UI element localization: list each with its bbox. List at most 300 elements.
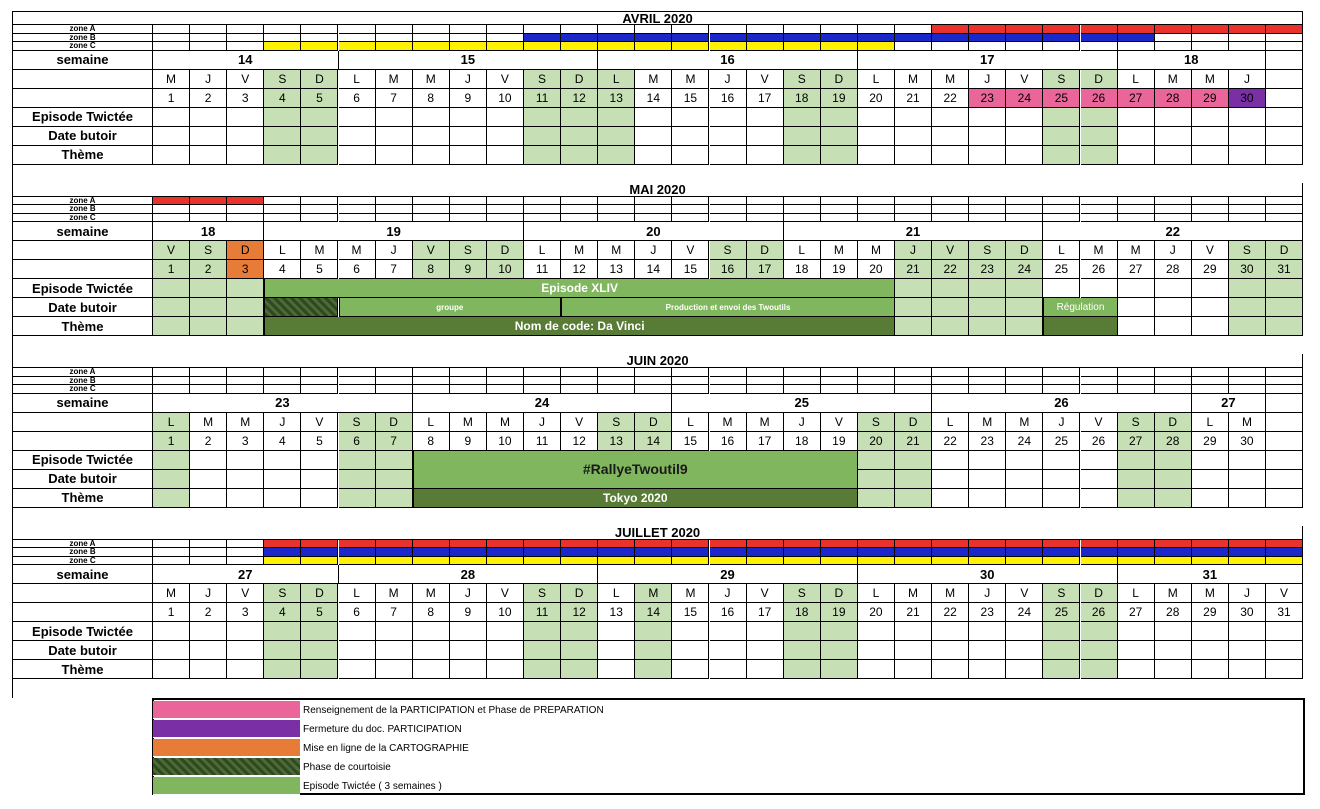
theme-cell[interactable] [376, 660, 413, 679]
episode-cell[interactable] [413, 622, 450, 641]
day-number-cell[interactable] [1266, 89, 1303, 108]
day-number-cell[interactable]: 19 [821, 260, 858, 279]
day-number-cell[interactable]: 13 [598, 260, 635, 279]
theme-cell[interactable] [1229, 317, 1266, 336]
day-number-cell[interactable]: 6 [339, 260, 376, 279]
day-number-cell[interactable]: 4 [264, 89, 301, 108]
theme-cell[interactable] [227, 660, 264, 679]
episode-cell[interactable] [1229, 108, 1266, 127]
episode-cell[interactable] [635, 108, 672, 127]
theme-cell[interactable] [264, 146, 301, 165]
theme-cell[interactable] [1192, 146, 1229, 165]
date-butoir-cell[interactable] [190, 641, 227, 660]
day-number-cell[interactable]: 24 [1006, 603, 1043, 622]
day-number-cell[interactable]: 27 [1118, 260, 1155, 279]
day-number-cell[interactable]: 9 [450, 603, 487, 622]
day-number-cell[interactable]: 7 [376, 432, 413, 451]
date-butoir-cell[interactable] [747, 641, 784, 660]
theme-cell[interactable] [969, 317, 1006, 336]
episode-cell[interactable] [524, 622, 561, 641]
day-number-cell[interactable]: 11 [524, 603, 561, 622]
day-number-cell[interactable]: 25 [1043, 432, 1080, 451]
episode-cell[interactable] [1118, 279, 1155, 298]
theme-cell[interactable] [487, 660, 524, 679]
theme-cell[interactable] [710, 146, 747, 165]
theme-cell[interactable] [895, 146, 932, 165]
date-butoir-cell[interactable] [1192, 298, 1229, 317]
day-number-cell[interactable]: 3 [227, 603, 264, 622]
date-butoir-cell[interactable] [524, 127, 561, 146]
date-butoir-cell[interactable] [1155, 470, 1192, 489]
date-butoir-cell[interactable] [969, 470, 1006, 489]
episode-cell[interactable] [561, 108, 598, 127]
date-butoir-cell[interactable] [376, 127, 413, 146]
event-band[interactable]: Régulation [1043, 298, 1117, 317]
episode-cell[interactable] [1118, 108, 1155, 127]
day-number-cell[interactable]: 11 [524, 432, 561, 451]
day-number-cell[interactable]: 28 [1155, 603, 1192, 622]
date-butoir-cell[interactable] [1043, 641, 1080, 660]
theme-cell[interactable] [1043, 660, 1080, 679]
date-butoir-cell[interactable] [1229, 127, 1266, 146]
date-butoir-cell[interactable] [895, 470, 932, 489]
theme-cell[interactable] [969, 489, 1006, 508]
theme-cell[interactable] [1043, 146, 1080, 165]
day-number-cell[interactable]: 24 [1006, 89, 1043, 108]
day-number-cell[interactable]: 18 [784, 603, 821, 622]
theme-cell[interactable] [1229, 146, 1266, 165]
episode-cell[interactable] [190, 279, 227, 298]
episode-cell[interactable] [227, 622, 264, 641]
theme-cell[interactable] [153, 660, 190, 679]
date-butoir-cell[interactable] [969, 298, 1006, 317]
day-number-cell[interactable]: 23 [969, 260, 1006, 279]
theme-cell[interactable] [1266, 489, 1303, 508]
theme-cell[interactable] [1118, 489, 1155, 508]
day-number-cell[interactable]: 16 [710, 603, 747, 622]
date-butoir-cell[interactable] [1043, 127, 1080, 146]
day-number-cell[interactable]: 9 [450, 260, 487, 279]
day-number-cell[interactable]: 10 [487, 603, 524, 622]
theme-cell[interactable] [747, 146, 784, 165]
episode-cell[interactable] [376, 451, 413, 470]
day-number-cell[interactable]: 5 [301, 603, 338, 622]
episode-cell[interactable] [524, 108, 561, 127]
episode-cell[interactable] [1192, 279, 1229, 298]
day-number-cell[interactable]: 12 [561, 89, 598, 108]
day-number-cell[interactable]: 17 [747, 603, 784, 622]
event-band[interactable]: Nom de code: Da Vinci [264, 317, 895, 336]
day-number-cell[interactable]: 13 [598, 432, 635, 451]
theme-cell[interactable] [1155, 317, 1192, 336]
theme-cell[interactable] [450, 660, 487, 679]
day-number-cell[interactable]: 7 [376, 260, 413, 279]
episode-cell[interactable] [1081, 622, 1118, 641]
date-butoir-cell[interactable] [153, 470, 190, 489]
theme-cell[interactable] [1192, 660, 1229, 679]
date-butoir-cell[interactable] [376, 470, 413, 489]
theme-cell[interactable] [932, 317, 969, 336]
episode-cell[interactable] [784, 622, 821, 641]
theme-cell[interactable] [264, 660, 301, 679]
day-number-cell[interactable]: 18 [784, 432, 821, 451]
date-butoir-cell[interactable] [301, 470, 338, 489]
day-number-cell[interactable]: 22 [932, 432, 969, 451]
date-butoir-cell[interactable] [153, 298, 190, 317]
episode-cell[interactable] [1229, 451, 1266, 470]
date-butoir-cell[interactable] [264, 127, 301, 146]
episode-cell[interactable] [301, 451, 338, 470]
theme-cell[interactable] [339, 660, 376, 679]
date-butoir-cell[interactable] [339, 641, 376, 660]
episode-cell[interactable] [1006, 622, 1043, 641]
date-butoir-cell[interactable] [264, 641, 301, 660]
day-number-cell[interactable]: 25 [1043, 603, 1080, 622]
date-butoir-cell[interactable] [747, 127, 784, 146]
episode-cell[interactable] [672, 622, 709, 641]
day-number-cell[interactable]: 5 [301, 432, 338, 451]
episode-cell[interactable] [1006, 108, 1043, 127]
day-number-cell[interactable]: 6 [339, 432, 376, 451]
episode-cell[interactable] [153, 622, 190, 641]
theme-cell[interactable] [561, 660, 598, 679]
theme-cell[interactable] [672, 146, 709, 165]
date-butoir-cell[interactable] [635, 641, 672, 660]
episode-cell[interactable] [969, 451, 1006, 470]
theme-cell[interactable] [1155, 146, 1192, 165]
date-butoir-cell[interactable] [969, 641, 1006, 660]
episode-cell[interactable] [1081, 451, 1118, 470]
date-butoir-cell[interactable] [450, 641, 487, 660]
date-butoir-cell[interactable] [339, 127, 376, 146]
date-butoir-cell[interactable] [1229, 641, 1266, 660]
date-butoir-cell[interactable] [1266, 127, 1303, 146]
day-number-cell[interactable]: 19 [821, 89, 858, 108]
day-number-cell[interactable]: 2 [190, 89, 227, 108]
date-butoir-cell[interactable] [1006, 470, 1043, 489]
date-butoir-cell[interactable] [1043, 470, 1080, 489]
theme-cell[interactable] [635, 660, 672, 679]
theme-cell[interactable] [969, 146, 1006, 165]
theme-cell[interactable] [450, 146, 487, 165]
day-number-cell[interactable] [1266, 432, 1303, 451]
day-number-cell[interactable]: 30 [1229, 432, 1266, 451]
episode-cell[interactable] [821, 108, 858, 127]
episode-cell[interactable] [376, 622, 413, 641]
date-butoir-cell[interactable] [598, 641, 635, 660]
episode-cell[interactable] [1043, 279, 1080, 298]
episode-cell[interactable] [747, 108, 784, 127]
theme-cell[interactable] [858, 489, 895, 508]
day-number-cell[interactable]: 26 [1081, 260, 1118, 279]
date-butoir-cell[interactable] [932, 641, 969, 660]
day-number-cell[interactable]: 26 [1081, 603, 1118, 622]
day-number-cell[interactable]: 1 [153, 603, 190, 622]
date-butoir-cell[interactable] [561, 127, 598, 146]
day-number-cell[interactable]: 3 [227, 89, 264, 108]
date-butoir-cell[interactable] [672, 127, 709, 146]
date-butoir-cell[interactable] [450, 127, 487, 146]
episode-cell[interactable] [339, 451, 376, 470]
episode-cell[interactable] [339, 622, 376, 641]
theme-cell[interactable] [969, 660, 1006, 679]
day-number-cell[interactable]: 20 [858, 89, 895, 108]
episode-cell[interactable] [1043, 108, 1080, 127]
date-butoir-cell[interactable] [969, 127, 1006, 146]
episode-cell[interactable] [227, 108, 264, 127]
day-number-cell[interactable]: 10 [487, 260, 524, 279]
theme-cell[interactable] [710, 660, 747, 679]
date-butoir-cell[interactable] [339, 470, 376, 489]
date-butoir-cell[interactable] [895, 127, 932, 146]
date-butoir-cell[interactable] [932, 298, 969, 317]
day-number-cell[interactable]: 10 [487, 89, 524, 108]
episode-cell[interactable] [153, 279, 190, 298]
episode-cell[interactable] [1155, 108, 1192, 127]
date-butoir-cell[interactable] [1266, 641, 1303, 660]
episode-cell[interactable] [895, 279, 932, 298]
day-number-cell[interactable]: 30 [1229, 260, 1266, 279]
episode-cell[interactable] [895, 108, 932, 127]
episode-cell[interactable] [598, 108, 635, 127]
episode-cell[interactable] [858, 451, 895, 470]
episode-cell[interactable] [227, 451, 264, 470]
theme-cell[interactable] [1155, 660, 1192, 679]
episode-cell[interactable] [858, 622, 895, 641]
theme-cell[interactable] [561, 146, 598, 165]
date-butoir-cell[interactable] [858, 127, 895, 146]
episode-cell[interactable] [784, 108, 821, 127]
day-number-cell[interactable]: 30 [1229, 603, 1266, 622]
day-number-cell[interactable]: 4 [264, 260, 301, 279]
day-number-cell[interactable]: 17 [747, 432, 784, 451]
day-number-cell[interactable]: 21 [895, 89, 932, 108]
theme-cell[interactable] [1118, 146, 1155, 165]
theme-cell[interactable] [301, 660, 338, 679]
day-number-cell[interactable]: 2 [190, 603, 227, 622]
day-number-cell[interactable]: 30 [1229, 89, 1266, 108]
episode-cell[interactable] [264, 451, 301, 470]
theme-cell[interactable] [376, 146, 413, 165]
episode-cell[interactable] [710, 108, 747, 127]
theme-cell[interactable] [1229, 489, 1266, 508]
episode-cell[interactable] [932, 108, 969, 127]
theme-cell[interactable] [264, 489, 301, 508]
day-number-cell[interactable]: 14 [635, 603, 672, 622]
theme-cell[interactable] [858, 146, 895, 165]
theme-cell[interactable] [1192, 489, 1229, 508]
episode-cell[interactable] [969, 108, 1006, 127]
date-butoir-cell[interactable] [1006, 127, 1043, 146]
episode-cell[interactable] [1192, 108, 1229, 127]
day-number-cell[interactable]: 2 [190, 260, 227, 279]
date-butoir-cell[interactable] [227, 298, 264, 317]
day-number-cell[interactable]: 12 [561, 260, 598, 279]
theme-cell[interactable] [895, 660, 932, 679]
date-butoir-cell[interactable] [190, 470, 227, 489]
episode-cell[interactable] [1266, 108, 1303, 127]
day-number-cell[interactable]: 6 [339, 603, 376, 622]
episode-cell[interactable] [1006, 451, 1043, 470]
event-band[interactable]: Production et envoi des Twoutils [561, 298, 895, 317]
episode-cell[interactable] [487, 108, 524, 127]
episode-cell[interactable] [747, 622, 784, 641]
episode-cell[interactable] [561, 622, 598, 641]
day-number-cell[interactable]: 3 [227, 260, 264, 279]
episode-cell[interactable] [969, 279, 1006, 298]
day-number-cell[interactable]: 15 [672, 432, 709, 451]
day-number-cell[interactable]: 22 [932, 260, 969, 279]
theme-cell[interactable] [1266, 660, 1303, 679]
theme-cell[interactable] [858, 660, 895, 679]
date-butoir-cell[interactable] [672, 641, 709, 660]
episode-cell[interactable] [190, 108, 227, 127]
episode-cell[interactable] [821, 622, 858, 641]
date-butoir-cell[interactable] [1155, 298, 1192, 317]
theme-cell[interactable] [376, 489, 413, 508]
episode-cell[interactable] [1118, 451, 1155, 470]
date-butoir-cell[interactable] [1266, 470, 1303, 489]
day-number-cell[interactable]: 3 [227, 432, 264, 451]
theme-cell[interactable] [1118, 660, 1155, 679]
theme-cell[interactable] [227, 317, 264, 336]
day-number-cell[interactable]: 6 [339, 89, 376, 108]
day-number-cell[interactable]: 27 [1118, 603, 1155, 622]
date-butoir-cell[interactable] [895, 298, 932, 317]
date-butoir-cell[interactable] [1118, 641, 1155, 660]
day-number-cell[interactable]: 7 [376, 603, 413, 622]
theme-cell[interactable] [784, 660, 821, 679]
day-number-cell[interactable]: 15 [672, 260, 709, 279]
day-number-cell[interactable]: 29 [1192, 89, 1229, 108]
theme-cell[interactable] [1192, 317, 1229, 336]
day-number-cell[interactable]: 14 [635, 89, 672, 108]
episode-cell[interactable] [635, 622, 672, 641]
theme-cell[interactable] [1006, 317, 1043, 336]
date-butoir-cell[interactable] [1118, 470, 1155, 489]
episode-cell[interactable] [227, 279, 264, 298]
episode-cell[interactable] [190, 622, 227, 641]
episode-cell[interactable] [1043, 622, 1080, 641]
date-butoir-cell[interactable] [190, 127, 227, 146]
day-number-cell[interactable]: 13 [598, 89, 635, 108]
date-butoir-cell[interactable] [635, 127, 672, 146]
day-number-cell[interactable]: 16 [710, 89, 747, 108]
theme-cell[interactable] [932, 146, 969, 165]
day-number-cell[interactable]: 15 [672, 603, 709, 622]
episode-cell[interactable] [1229, 622, 1266, 641]
episode-cell[interactable] [858, 108, 895, 127]
episode-cell[interactable] [932, 622, 969, 641]
day-number-cell[interactable]: 15 [672, 89, 709, 108]
date-butoir-cell[interactable] [895, 641, 932, 660]
episode-cell[interactable] [1155, 451, 1192, 470]
theme-cell[interactable] [1081, 489, 1118, 508]
day-number-cell[interactable]: 21 [895, 260, 932, 279]
episode-cell[interactable] [895, 451, 932, 470]
date-butoir-cell[interactable] [301, 641, 338, 660]
day-number-cell[interactable]: 21 [895, 432, 932, 451]
day-number-cell[interactable]: 4 [264, 603, 301, 622]
day-number-cell[interactable]: 10 [487, 432, 524, 451]
day-number-cell[interactable]: 11 [524, 89, 561, 108]
day-number-cell[interactable]: 8 [413, 89, 450, 108]
day-number-cell[interactable]: 23 [969, 432, 1006, 451]
date-butoir-cell[interactable] [1229, 298, 1266, 317]
event-band[interactable] [264, 298, 338, 317]
theme-cell[interactable] [339, 146, 376, 165]
day-number-cell[interactable]: 20 [858, 260, 895, 279]
theme-cell[interactable] [524, 660, 561, 679]
theme-cell[interactable] [190, 146, 227, 165]
episode-cell[interactable] [932, 279, 969, 298]
theme-cell[interactable] [190, 660, 227, 679]
episode-cell[interactable] [339, 108, 376, 127]
date-butoir-cell[interactable] [932, 127, 969, 146]
event-band[interactable]: Episode XLIV [264, 279, 895, 298]
day-number-cell[interactable]: 28 [1155, 89, 1192, 108]
episode-cell[interactable] [1266, 279, 1303, 298]
day-number-cell[interactable]: 23 [969, 89, 1006, 108]
theme-cell[interactable] [153, 489, 190, 508]
theme-cell[interactable] [227, 146, 264, 165]
date-butoir-cell[interactable] [153, 641, 190, 660]
day-number-cell[interactable]: 17 [747, 89, 784, 108]
day-number-cell[interactable]: 24 [1006, 260, 1043, 279]
episode-cell[interactable] [153, 451, 190, 470]
day-number-cell[interactable]: 26 [1081, 432, 1118, 451]
episode-cell[interactable] [153, 108, 190, 127]
theme-cell[interactable] [1081, 660, 1118, 679]
date-butoir-cell[interactable] [153, 127, 190, 146]
episode-cell[interactable] [450, 108, 487, 127]
day-number-cell[interactable]: 1 [153, 89, 190, 108]
episode-cell[interactable] [1192, 451, 1229, 470]
date-butoir-cell[interactable] [1192, 127, 1229, 146]
episode-cell[interactable] [1155, 622, 1192, 641]
episode-cell[interactable] [264, 622, 301, 641]
date-butoir-cell[interactable] [413, 641, 450, 660]
date-butoir-cell[interactable] [932, 470, 969, 489]
date-butoir-cell[interactable] [227, 470, 264, 489]
date-butoir-cell[interactable] [821, 127, 858, 146]
day-number-cell[interactable]: 29 [1192, 260, 1229, 279]
day-number-cell[interactable]: 22 [932, 89, 969, 108]
day-number-cell[interactable]: 24 [1006, 432, 1043, 451]
date-butoir-cell[interactable] [821, 641, 858, 660]
date-butoir-cell[interactable] [1006, 641, 1043, 660]
date-butoir-cell[interactable] [1006, 298, 1043, 317]
event-band[interactable]: groupe [339, 298, 562, 317]
day-number-cell[interactable]: 19 [821, 603, 858, 622]
date-butoir-cell[interactable] [858, 470, 895, 489]
date-butoir-cell[interactable] [1081, 470, 1118, 489]
day-number-cell[interactable]: 27 [1118, 432, 1155, 451]
day-number-cell[interactable]: 28 [1155, 432, 1192, 451]
episode-cell[interactable] [710, 622, 747, 641]
episode-cell[interactable] [1266, 622, 1303, 641]
date-butoir-cell[interactable] [1118, 127, 1155, 146]
date-butoir-cell[interactable] [487, 127, 524, 146]
day-number-cell[interactable]: 18 [784, 89, 821, 108]
date-butoir-cell[interactable] [710, 127, 747, 146]
day-number-cell[interactable]: 1 [153, 260, 190, 279]
day-number-cell[interactable]: 9 [450, 432, 487, 451]
day-number-cell[interactable]: 23 [969, 603, 1006, 622]
date-butoir-cell[interactable] [1081, 641, 1118, 660]
episode-cell[interactable] [895, 622, 932, 641]
episode-cell[interactable] [376, 108, 413, 127]
